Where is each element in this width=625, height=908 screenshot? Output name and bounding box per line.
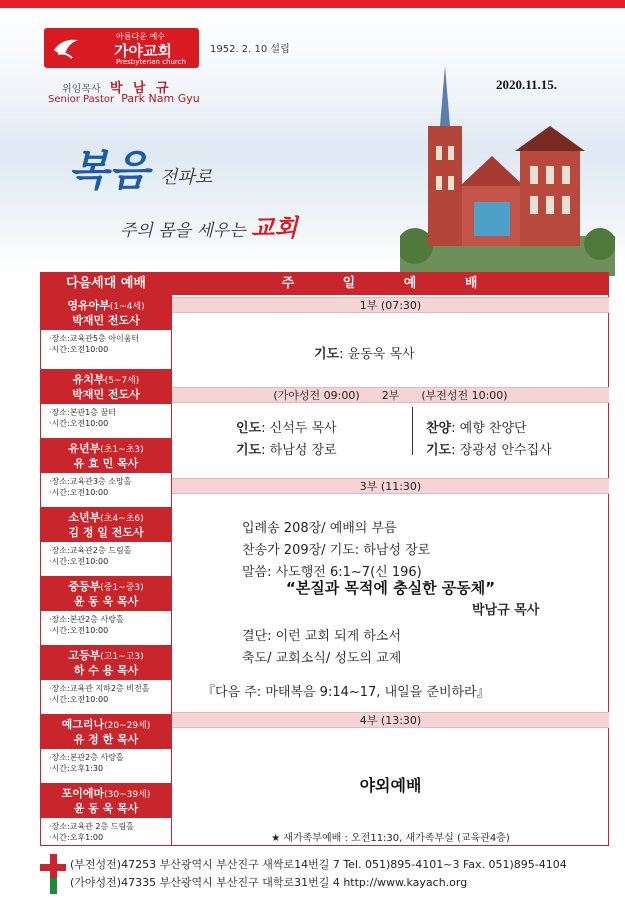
pastor-name-en: Park Nam Gyu — [121, 92, 200, 105]
church-logo — [44, 28, 199, 68]
sermon-title: “본질과 목적에 충실한 공동체” — [285, 579, 496, 597]
service2-bujeon-time: (부전성전 10:00) — [421, 389, 508, 402]
service2-band — [172, 387, 609, 403]
top-red-bar — [0, 0, 625, 8]
group-title: 고등부 — [68, 649, 101, 662]
service2-praise-value: : 예향 찬양단 — [451, 421, 527, 436]
group-details — [41, 542, 171, 567]
group-title: 유치부 — [72, 373, 105, 386]
group-place: ·장소:본관1층 꿈터 — [49, 408, 116, 417]
group-details — [41, 818, 171, 843]
group-leader: 김 정 일 전도사 — [68, 526, 144, 539]
group-place: ·장소:본관2층 사랑홀 — [49, 615, 124, 624]
group-details — [41, 749, 171, 774]
sunday-worship-column — [171, 273, 608, 845]
bulletin-header — [0, 8, 625, 270]
ministry-group — [41, 714, 171, 783]
ministry-group — [41, 369, 171, 438]
group-title: 유년부 — [68, 442, 101, 455]
group-leader: 하 수 용 목사 — [73, 664, 139, 677]
group-leader: 윤 동 욱 목사 — [73, 802, 139, 815]
slogan-gospel-suffix: 전파로 — [160, 167, 213, 188]
group-leader: 유 효 민 목사 — [73, 457, 139, 470]
next-generation-heading: 다음세대 예배 — [41, 273, 171, 295]
service1-band: 1부 (07:30) — [172, 297, 609, 313]
slogan-line2-text: 주의 몸을 세우는 — [120, 221, 246, 241]
address-bujeon: (부전성전)47253 부산광역시 부산진구 새싹로14번길 7 Tel. 051)895-4101~3 Fax. 051)895-4104 — [70, 858, 567, 871]
group-place: ·장소:본관2층 사랑홀 — [49, 753, 124, 762]
service2-leader-value: : 신석두 목사 — [261, 421, 337, 436]
outdoor-worship: 야외예배 — [359, 776, 422, 795]
slogan-line2-emphasis: 교회 — [251, 213, 298, 242]
service3-benediction: 축도/ 교회소식/ 성도의 교제 — [242, 651, 402, 666]
service3-scripture: 말씀: 사도행전 6:1~7(신 196) — [242, 565, 422, 580]
group-details — [41, 473, 171, 498]
group-header — [41, 296, 171, 330]
group-time: ·시간:오전10:00 — [49, 695, 109, 704]
group-age: (30~39세) — [104, 790, 151, 800]
group-header — [41, 439, 171, 473]
ministry-group — [41, 295, 171, 369]
ministry-group — [41, 507, 171, 576]
service2-praise-label: 찬양 — [426, 421, 452, 436]
group-age: (초4~초6) — [100, 514, 144, 524]
group-age: (초1~초3) — [100, 445, 144, 455]
group-header — [41, 715, 171, 749]
group-time: ·시간:오후1:00 — [49, 833, 104, 842]
service3-hymn: 찬송가 209장/ 기도: 하남성 장로 — [242, 543, 431, 558]
service2-prayer — [236, 439, 337, 458]
group-header — [41, 646, 171, 680]
group-time: ·시간:오전10:00 — [49, 557, 109, 566]
group-time: ·시간:오전10:00 — [49, 345, 109, 354]
service1-prayer-value: : 윤동욱 목사 — [339, 347, 415, 362]
group-title: 소년부 — [68, 511, 101, 524]
group-header — [41, 784, 171, 818]
pastor-name: 박 남 규 — [109, 81, 172, 96]
service2-label: 2부 — [381, 389, 400, 402]
group-details — [41, 330, 171, 355]
service1-prayer-label: 기도 — [314, 347, 340, 362]
group-age: (고1~고3) — [100, 652, 144, 662]
group-place: ·장소:교육관 지하2층 비전홀 — [49, 684, 150, 693]
service3-opening: 입례송 208장/ 예배의 부름 — [242, 521, 397, 536]
sermon-preacher: 박남규 목사 — [472, 603, 540, 618]
sunday-worship-heading: 주 일 예 배 — [172, 273, 609, 295]
group-age: (중1~중3) — [100, 583, 144, 593]
logo-tagline: 아름다운 예수 — [116, 32, 165, 41]
worship-schedule-table — [40, 272, 609, 846]
service2-leader-label: 인도 — [236, 421, 262, 436]
group-place: ·장소:교육관2층 드림홀 — [49, 546, 132, 555]
group-title: 중등부 — [68, 580, 101, 593]
group-title: 포이에마 — [61, 787, 105, 800]
service3-commitment: 결단: 이런 교회 되게 하소서 — [242, 629, 402, 644]
group-header — [41, 370, 171, 404]
group-leader: 유 정 한 목사 — [73, 733, 139, 746]
group-header — [41, 577, 171, 611]
church-building-illustration — [400, 66, 615, 276]
group-time: ·시간:오전10:00 — [49, 419, 109, 428]
service2-prayer-value: : 하남성 장로 — [261, 443, 337, 458]
group-header — [41, 508, 171, 542]
logo-subtitle: Presbyterian church — [116, 58, 186, 66]
dove-icon — [52, 34, 80, 62]
group-title: 영유아부 — [67, 299, 110, 312]
group-time: ·시간:오전10:00 — [49, 488, 109, 497]
group-age: (20~29세) — [104, 721, 151, 731]
group-place: ·장소:교육관 2층 드림홀 — [49, 822, 134, 831]
next-generation-column — [41, 273, 171, 845]
group-details — [41, 404, 171, 429]
ministry-group — [41, 783, 171, 845]
service2-leader — [236, 417, 337, 436]
pastor-english — [48, 92, 200, 105]
service3-band: 3부 (11:30) — [172, 478, 609, 494]
cross-logo-icon — [40, 854, 66, 894]
ministry-group — [41, 576, 171, 645]
group-time: ·시간:오전10:00 — [49, 626, 109, 635]
service2-prayer2-label: 기도 — [426, 443, 452, 458]
service4-band: 4부 (13:30) — [172, 712, 609, 728]
slogan-gospel: 복음 — [68, 146, 150, 195]
service2-prayer-label: 기도 — [236, 443, 262, 458]
address-gaya: (가야성전)47335 부산광역시 부산진구 대학로31번길 4 http://www.kayach.org — [70, 876, 468, 889]
church-address-footer — [40, 850, 620, 904]
group-leader: 박재민 전도사 — [72, 314, 140, 327]
ministry-group — [41, 438, 171, 507]
service2-prayer2 — [426, 439, 552, 458]
established-date: 1952. 2. 10 설립 — [210, 44, 290, 55]
group-age: (1~4세) — [109, 302, 145, 312]
service2-prayer2-value: : 장광성 안수집사 — [451, 443, 552, 458]
group-details — [41, 680, 171, 705]
service1-prayer — [314, 343, 415, 362]
service2-divider — [412, 407, 413, 455]
pastor-title: 위임목사 — [62, 84, 101, 95]
group-leader: 박재민 전도사 — [72, 388, 140, 401]
slogan-line2 — [120, 208, 298, 243]
group-place: ·장소:교육관3층 소망홀 — [49, 477, 132, 486]
service2-gaya-time: (가야성전 09:00) — [273, 389, 360, 402]
group-leader: 윤 동 욱 목사 — [73, 595, 139, 608]
group-age: (5~7세) — [104, 376, 140, 386]
service2-praise — [426, 417, 527, 436]
group-details — [41, 611, 171, 636]
bulletin-date: 2020.11.15. — [496, 77, 558, 92]
new-family-note: ★ 새가족부예배 : 오전11:30, 새가족부실 (교육관4층) — [271, 833, 510, 844]
group-time: ·시간:오후1:30 — [49, 764, 104, 773]
next-week-scripture: 『다음 주: 마태복음 9:14~17, 내일을 준비하라』 — [202, 685, 490, 700]
pastor-title-en: Senior Pastor — [48, 94, 115, 105]
group-place: ·장소:교육관5층 아이움터 — [49, 334, 140, 343]
ministry-group — [41, 645, 171, 714]
logo-name: 가야교회 — [114, 42, 172, 60]
group-title: 예그리나 — [61, 718, 105, 731]
